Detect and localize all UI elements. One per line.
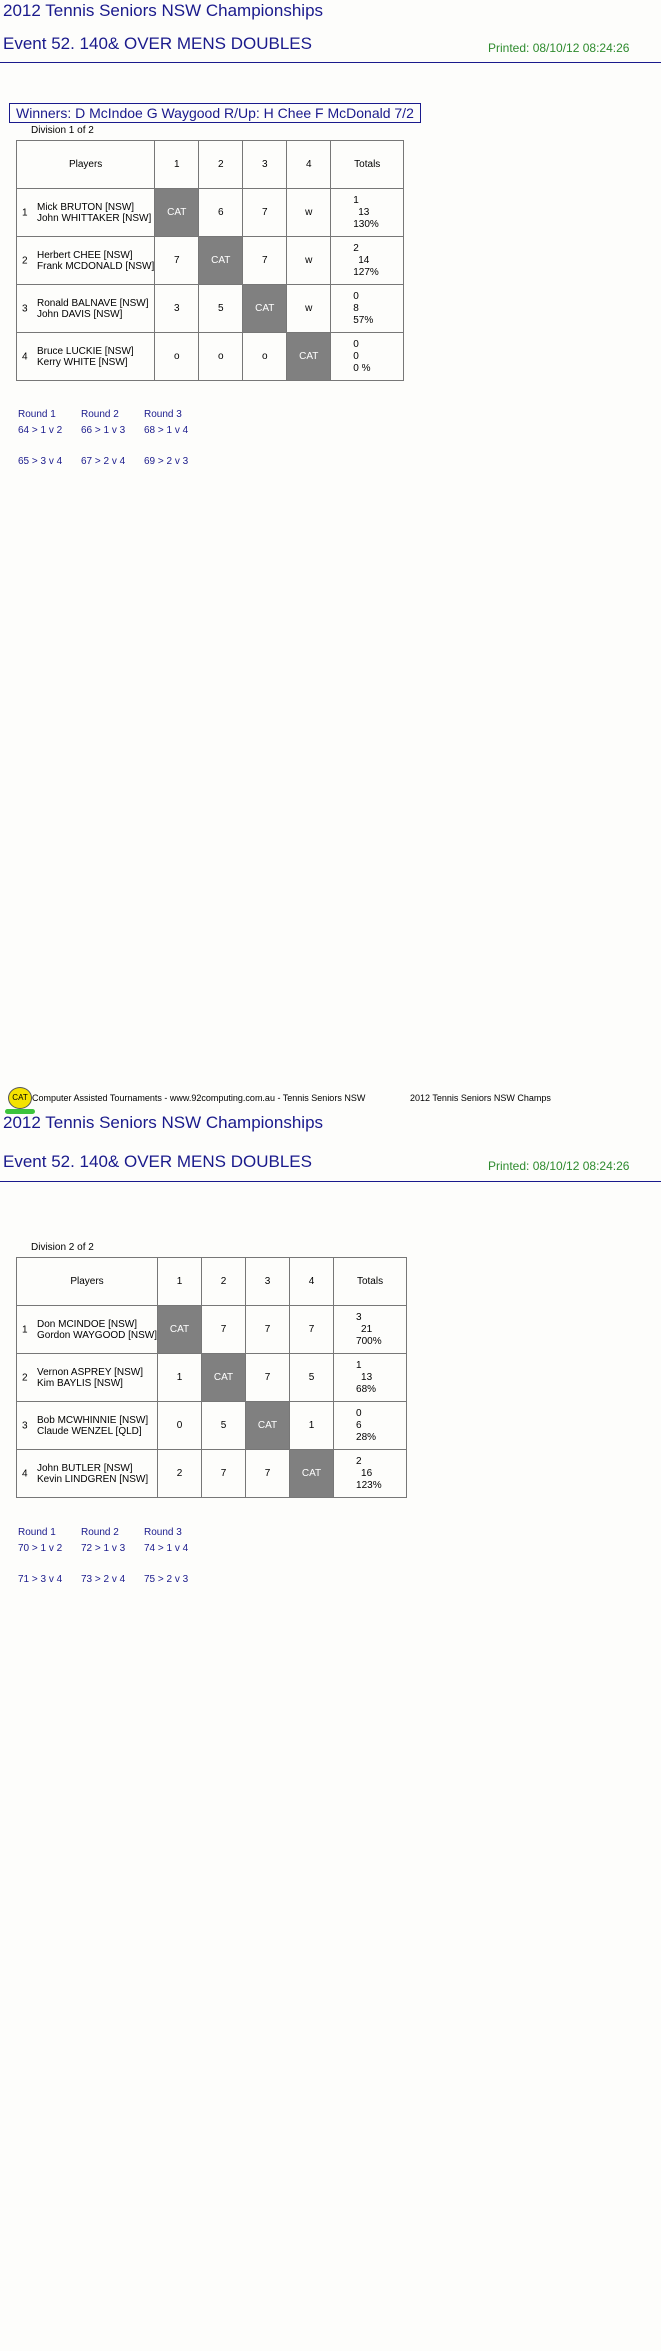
round-column: [18, 407, 82, 470]
score-cell: 7: [246, 1354, 290, 1402]
percentage-total: 0 %: [353, 362, 371, 374]
match-entry: 67 > 2 v 4: [81, 456, 126, 467]
round-schedule: [18, 1525, 238, 1595]
player-name: Bob MCWHINNIE [NSW]: [37, 1414, 149, 1426]
round-column: [144, 407, 208, 470]
row-number: 3: [22, 303, 28, 314]
percentage-total: 123%: [356, 1479, 382, 1491]
player-name: Don MCINDOE [NSW]: [37, 1318, 138, 1330]
player-name: Claude WENZEL [QLD]: [37, 1425, 142, 1437]
division-label: Division 1 of 2: [31, 125, 94, 136]
round-label: Round 2: [81, 1527, 119, 1538]
player-cell: [17, 1402, 158, 1450]
winners-banner: Winners: D McIndoe G Waygood R/Up: H Chee F McDonald 7/2: [9, 103, 421, 123]
match-entry: 73 > 2 v 4: [81, 1574, 126, 1585]
games-total: 13: [358, 206, 370, 218]
score-cell: 7: [155, 237, 199, 285]
player-name: Kim BAYLIS [NSW]: [37, 1377, 123, 1389]
col-header-4: 4: [287, 141, 331, 189]
score-cell: 7: [290, 1306, 334, 1354]
match-entry: 69 > 2 v 3: [144, 456, 189, 467]
cat-cell: CAT: [199, 237, 243, 285]
table-row: [17, 1354, 407, 1402]
cat-cell: CAT: [287, 333, 331, 381]
player-name: Kerry WHITE [NSW]: [37, 356, 128, 368]
player-name: Mick BRUTON [NSW]: [37, 201, 135, 213]
totals-cell: [334, 1402, 407, 1450]
player-name: Kevin LINDGREN [NSW]: [37, 1473, 149, 1485]
round-column: [81, 407, 145, 470]
score-cell: 1: [290, 1402, 334, 1450]
header-divider: [0, 62, 661, 63]
score-cell: 0: [158, 1402, 202, 1450]
wins-total: 0: [353, 290, 359, 302]
row-number: 1: [22, 1324, 28, 1335]
match-entry: 64 > 1 v 2: [18, 425, 63, 436]
player-name: Frank MCDONALD [NSW]: [37, 260, 155, 272]
score-cell: o: [155, 333, 199, 381]
wins-total: 0: [356, 1407, 362, 1419]
table-row: [17, 1402, 407, 1450]
score-cell: o: [243, 333, 287, 381]
event-title: Event 52. 140& OVER MENS DOUBLES: [3, 34, 312, 53]
percentage-total: 57%: [353, 314, 374, 326]
page-title: 2012 Tennis Seniors NSW Championships: [3, 1, 324, 20]
wins-total: 3: [356, 1311, 362, 1323]
percentage-total: 127%: [353, 266, 379, 278]
score-cell: w: [287, 237, 331, 285]
wins-total: 1: [353, 194, 359, 206]
match-entry: 66 > 1 v 3: [81, 425, 126, 436]
score-cell: o: [199, 333, 243, 381]
wins-total: 2: [356, 1455, 362, 1467]
totals-header: Totals: [331, 141, 404, 189]
player-cell: [17, 1450, 158, 1498]
totals-cell: [334, 1354, 407, 1402]
totals-cell: [334, 1306, 407, 1354]
table-row: [17, 1306, 407, 1354]
round-label: Round 2: [81, 409, 119, 420]
match-entry: 70 > 1 v 2: [18, 1543, 63, 1554]
games-total: 13: [361, 1371, 373, 1383]
match-entry: 75 > 2 v 3: [144, 1574, 189, 1585]
round-schedule: [18, 407, 238, 477]
col-header-4: 4: [290, 1258, 334, 1306]
score-cell: 7: [246, 1306, 290, 1354]
score-cell: 7: [243, 237, 287, 285]
player-name: John BUTLER [NSW]: [37, 1462, 133, 1474]
players-header: Players: [17, 141, 155, 189]
games-total: 16: [361, 1467, 373, 1479]
wins-total: 0: [353, 338, 359, 350]
score-cell: 7: [202, 1306, 246, 1354]
player-name: John WHITTAKER [NSW]: [37, 212, 152, 224]
printed-timestamp: Printed: 08/10/12 08:24:26: [488, 1159, 630, 1173]
totals-header: Totals: [334, 1258, 407, 1306]
event-title: Event 52. 140& OVER MENS DOUBLES: [3, 1152, 312, 1171]
footer-event: 2012 Tennis Seniors NSW Champs: [410, 1093, 551, 1103]
col-header-1: 1: [158, 1258, 202, 1306]
score-cell: 7: [202, 1450, 246, 1498]
score-cell: 6: [199, 189, 243, 237]
round-label: Round 1: [18, 409, 56, 420]
round-label: Round 3: [144, 1527, 182, 1538]
division-label: Division 2 of 2: [31, 1242, 94, 1253]
player-cell: [17, 1306, 158, 1354]
match-entry: 65 > 3 v 4: [18, 456, 63, 467]
cat-cell: CAT: [246, 1402, 290, 1450]
score-cell: 5: [199, 285, 243, 333]
games-total: 6: [356, 1419, 362, 1431]
cat-logo-icon: CAT: [8, 1087, 32, 1109]
player-name: Vernon ASPREY [NSW]: [37, 1366, 143, 1378]
table-row: [17, 285, 404, 333]
round-label: Round 3: [144, 409, 182, 420]
col-header-3: 3: [243, 141, 287, 189]
games-total: 0: [353, 350, 359, 362]
score-cell: 1: [158, 1354, 202, 1402]
cat-cell: CAT: [202, 1354, 246, 1402]
draw-table: [16, 1257, 407, 1498]
player-cell: [17, 1354, 158, 1402]
match-entry: 71 > 3 v 4: [18, 1574, 63, 1585]
score-cell: 5: [290, 1354, 334, 1402]
player-name: Gordon WAYGOOD [NSW]: [37, 1329, 158, 1341]
round-label: Round 1: [18, 1527, 56, 1538]
wins-total: 2: [353, 242, 359, 254]
score-cell: 5: [202, 1402, 246, 1450]
row-number: 4: [22, 351, 28, 362]
row-number: 3: [22, 1420, 28, 1431]
score-cell: 7: [243, 189, 287, 237]
row-number: 2: [22, 1372, 28, 1383]
games-total: 14: [358, 254, 370, 266]
player-cell: [17, 237, 155, 285]
percentage-total: 700%: [356, 1335, 382, 1347]
player-name: Bruce LUCKIE [NSW]: [37, 345, 134, 357]
page-title: 2012 Tennis Seniors NSW Championships: [3, 1113, 324, 1132]
score-cell: 7: [246, 1450, 290, 1498]
match-entry: 72 > 1 v 3: [81, 1543, 126, 1554]
percentage-total: 28%: [356, 1431, 377, 1443]
col-header-1: 1: [155, 141, 199, 189]
totals-cell: [331, 285, 404, 333]
cat-cell: CAT: [243, 285, 287, 333]
player-cell: [17, 285, 155, 333]
row-number: 2: [22, 255, 28, 266]
draw-table: [16, 140, 404, 381]
match-entry: 68 > 1 v 4: [144, 425, 189, 436]
cat-cell: CAT: [158, 1306, 202, 1354]
player-name: Ronald BALNAVE [NSW]: [37, 297, 149, 309]
table-row: [17, 1450, 407, 1498]
score-cell: w: [287, 285, 331, 333]
games-total: 21: [361, 1323, 373, 1335]
cat-cell: CAT: [155, 189, 199, 237]
printed-timestamp: Printed: 08/10/12 08:24:26: [488, 41, 630, 55]
games-total: 8: [353, 302, 359, 314]
table-header-row: [17, 1258, 407, 1306]
col-header-3: 3: [246, 1258, 290, 1306]
header-divider: [0, 1181, 661, 1182]
cat-cell: CAT: [290, 1450, 334, 1498]
percentage-total: 130%: [353, 218, 379, 230]
match-entry: 74 > 1 v 4: [144, 1543, 189, 1554]
round-column: [81, 1525, 145, 1588]
col-header-2: 2: [202, 1258, 246, 1306]
wins-total: 1: [356, 1359, 362, 1371]
row-number: 4: [22, 1468, 28, 1479]
totals-cell: [334, 1450, 407, 1498]
table-row: [17, 333, 404, 381]
player-name: John DAVIS [NSW]: [37, 308, 123, 320]
col-header-2: 2: [199, 141, 243, 189]
table-header-row: [17, 141, 404, 189]
player-cell: [17, 333, 155, 381]
round-column: [144, 1525, 208, 1588]
table-row: [17, 237, 404, 285]
players-header: Players: [17, 1258, 158, 1306]
totals-cell: [331, 333, 404, 381]
row-number: 1: [22, 207, 28, 218]
round-column: [18, 1525, 82, 1588]
player-name: Herbert CHEE [NSW]: [37, 249, 133, 261]
totals-cell: [331, 189, 404, 237]
score-cell: w: [287, 189, 331, 237]
totals-cell: [331, 237, 404, 285]
table-row: [17, 189, 404, 237]
player-cell: [17, 189, 155, 237]
score-cell: 3: [155, 285, 199, 333]
percentage-total: 68%: [356, 1383, 377, 1395]
score-cell: 2: [158, 1450, 202, 1498]
footer-text: Computer Assisted Tournaments - www.92computing.com.au - Tennis Seniors NSW: [32, 1093, 366, 1103]
